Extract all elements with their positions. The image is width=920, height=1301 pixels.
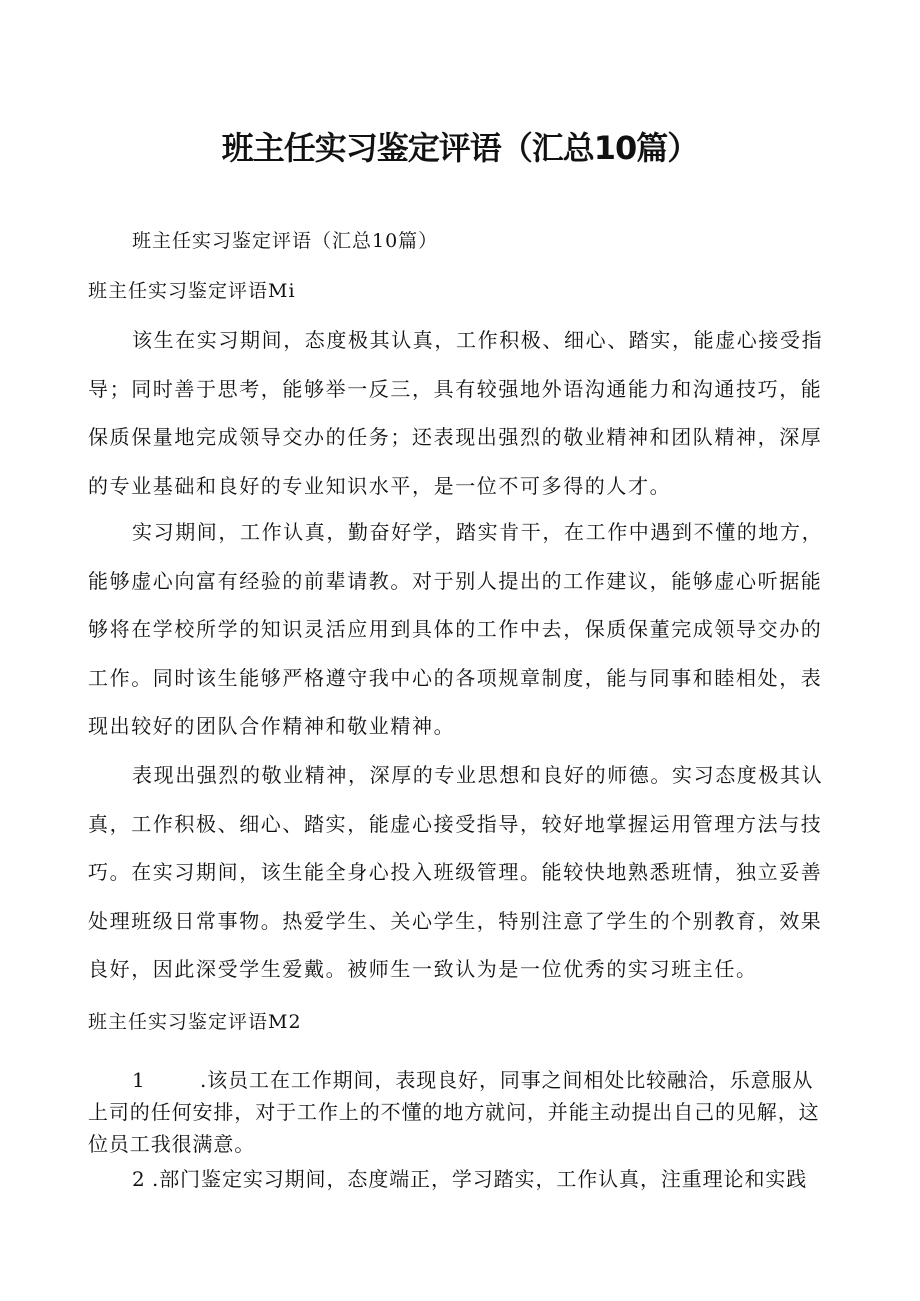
list-item-2 — [88, 1163, 833, 1195]
paragraph-1: 该生在实习期间，态度极其认真，工作积极、细心、踏实，能虚心接受指导；同时善于思考，能够举一反三，具有较强地外语沟通能力和沟通技巧，能保质保量地完成领导交办的任务；还表现出强烈的敬业精神和团队精神，深厚的专业基础和良好的专业知识水平，是一位不可多得的人才。 — [88, 328, 824, 498]
list-item-text: .部门鉴定实习期间，态度端正，学习踏实，工作认真，注重理论和实践 — [152, 1167, 808, 1191]
section-heading-2: 班主任实习鉴定评语M2 — [88, 1011, 302, 1033]
list-item-number: 1 — [132, 1068, 146, 1092]
list-item-text: .该员工在工作期间，表现良好，同事之间相处比较融洽，乐意服从上司的任何安排，对于工作上的不懂的地方就问，并能主动提出自己的见解，这位员工我很满意。 — [88, 1068, 820, 1156]
paragraph-2: 实习期间，工作认真，勤奋好学，踏实肯干，在工作中遇到不懂的地方，能够虚心向富有经验的前辈请教。对于别人提出的工作建议，能够虚心听据能够将在学校所学的知识灵活应用到具体的工作中去，保质保董完成领导交办的工作。同时该生能够严格遵守我中心的各项规章制度，能与同事和睦相处，表现出较好的团队合作精神和敬业精神。 — [88, 520, 824, 738]
list-item-number: 2 — [132, 1167, 146, 1191]
document-subtitle: 班主任实习鉴定评语（汇总10篇） — [132, 230, 439, 252]
paragraph-3: 表现出强烈的敬业精神，深厚的专业思想和良好的师德。实习态度极其认真，工作积极、细心、踏实，能虚心接受指导，较好地掌握运用管理方法与技巧。在实习期间，该生能全身心投入班级管理。能较快地熟悉班情，独立妥善处理班级日常事物。热爱学生、关心学生，特别注意了学生的个别教育，效果良好，因此深受学生爱戴。被师生一致认为是一位优秀的实习班主任。 — [88, 763, 824, 981]
list-item-1 — [88, 1064, 833, 1160]
document-title: 班主任实习鉴定评语（汇总10篇） — [221, 129, 699, 167]
section-heading-1: 班主任实习鉴定评语Mi — [88, 280, 296, 302]
